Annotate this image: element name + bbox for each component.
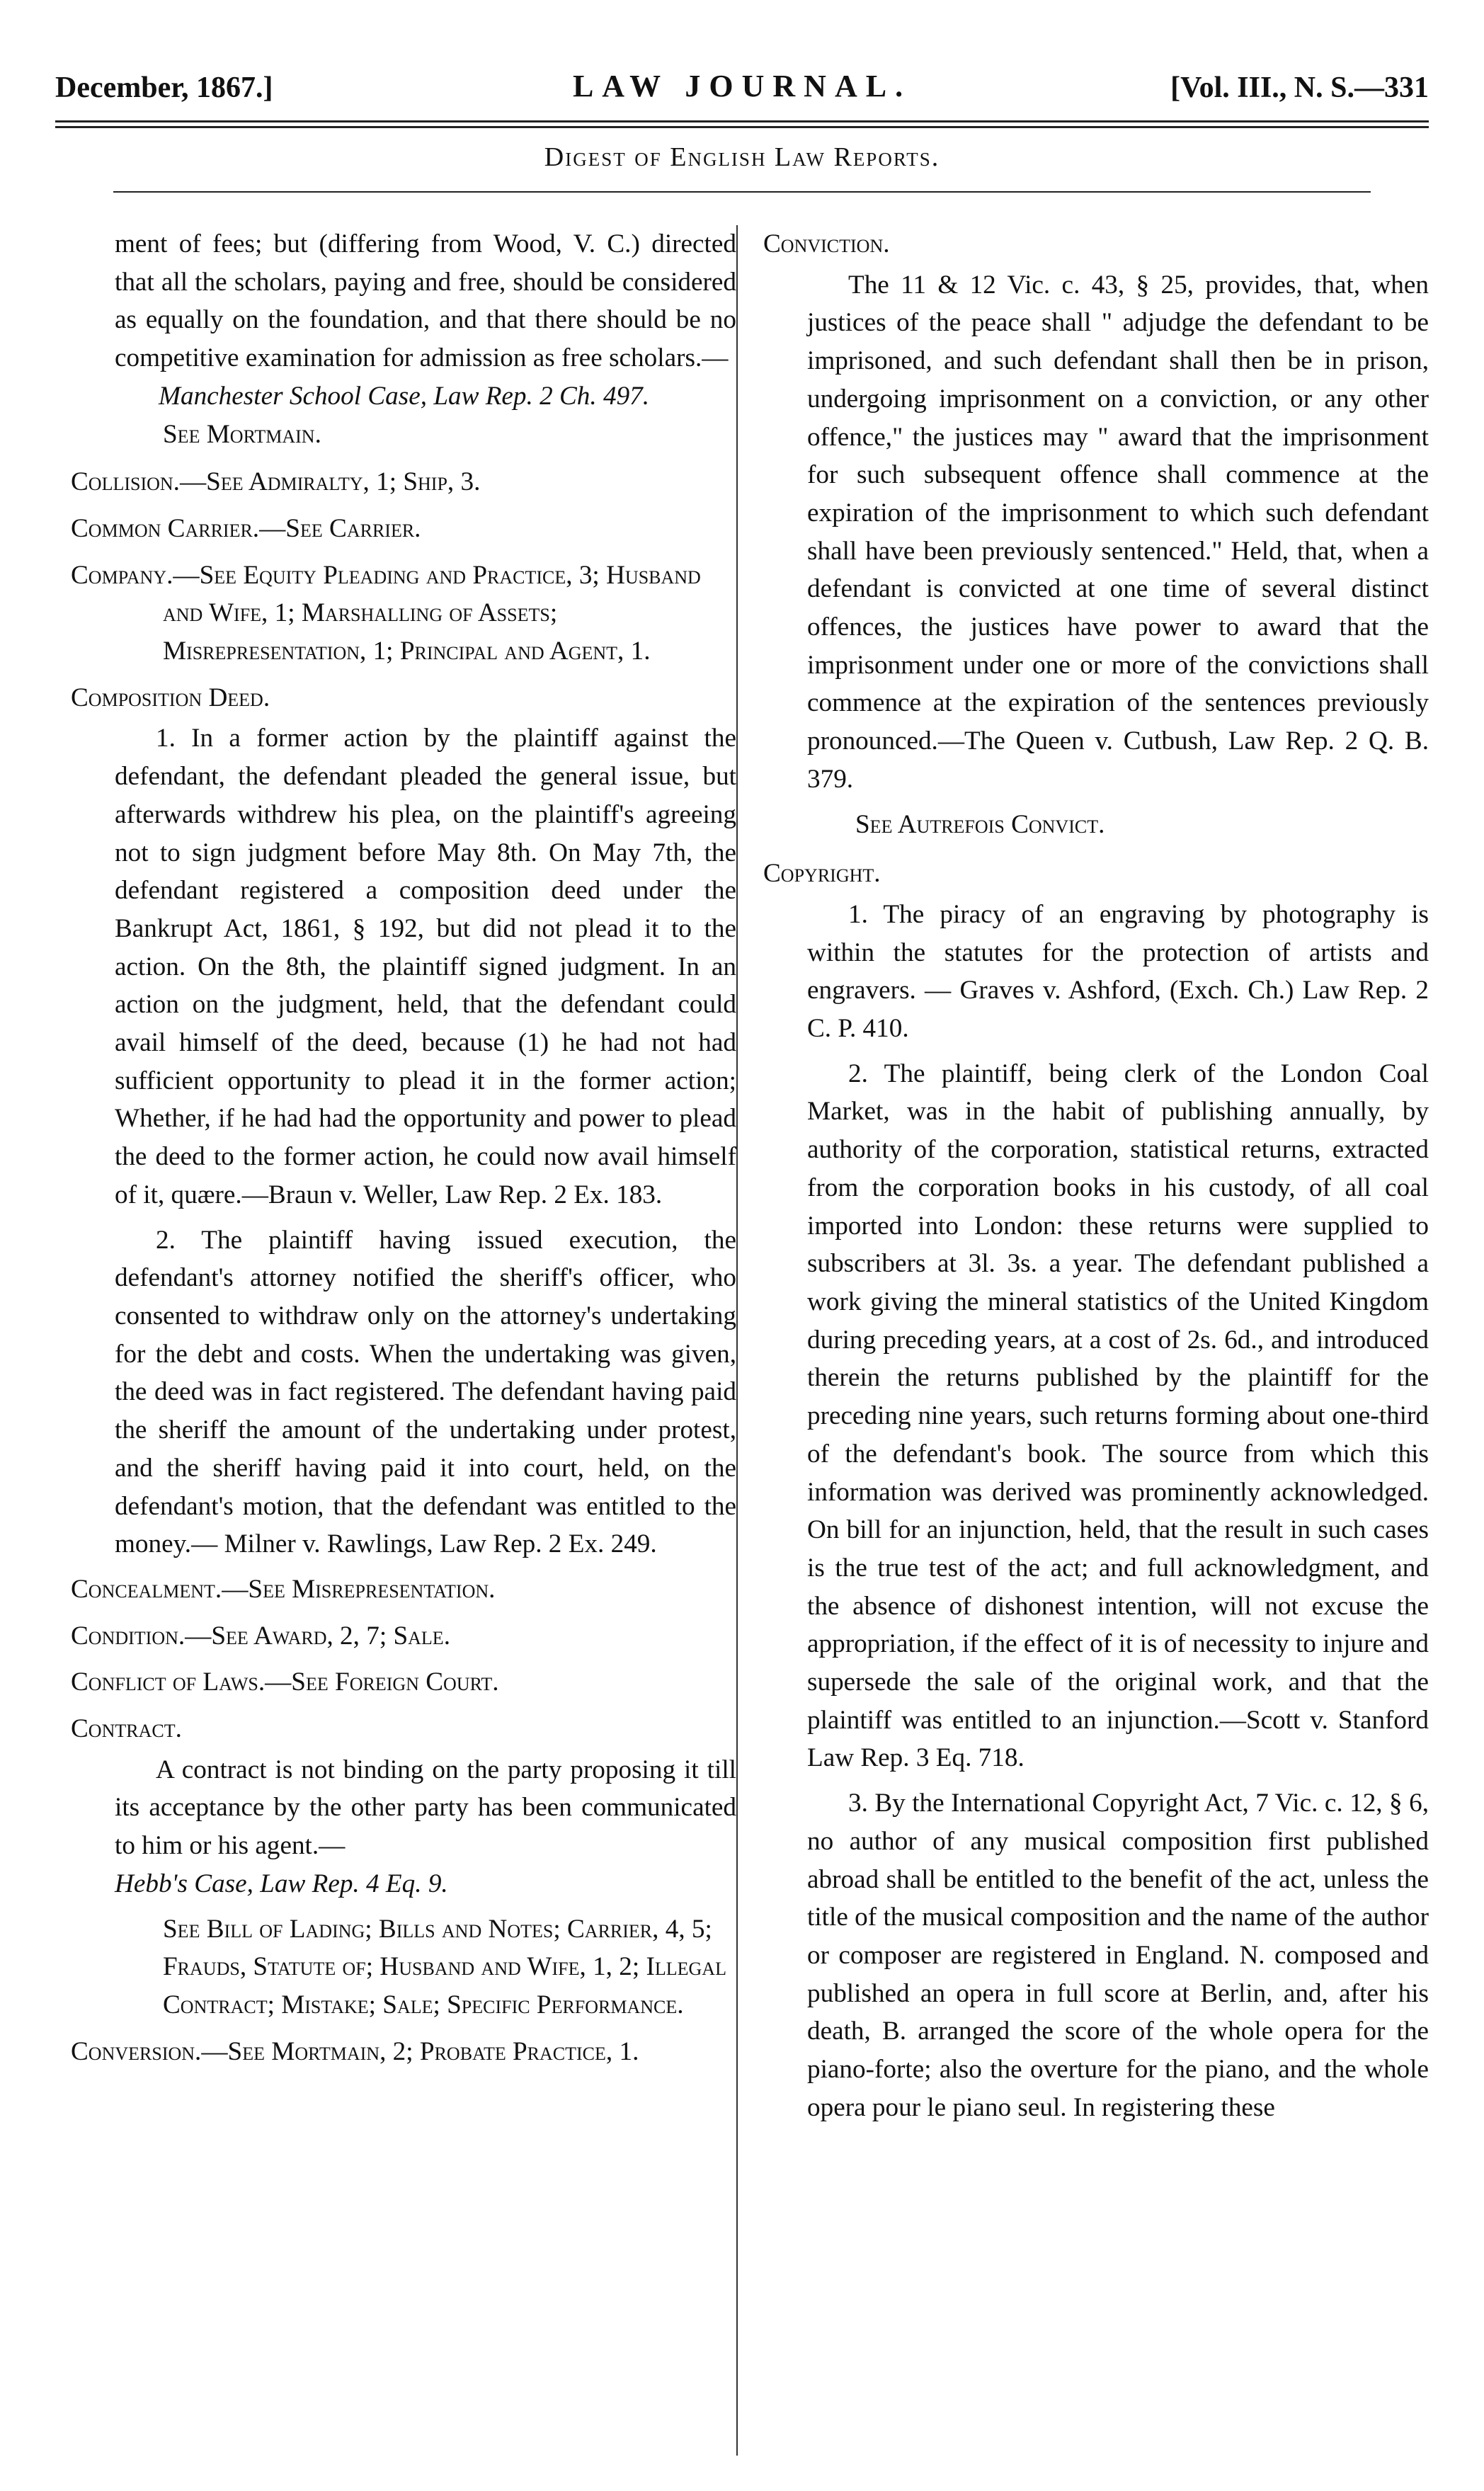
heading-composition-deed: Composition Deed. <box>71 683 270 712</box>
left-column <box>71 225 736 2079</box>
copyright-paragraph-1: 1. The piracy of an engraving by photography is within the statutes for the protection of artists and engravers. — Graves v. Ashford, (Exch. Ch.) Law Rep. 2 C. P. 410. <box>807 899 1429 1044</box>
entry-conflict-of-laws: Conflict of Laws.—See Foreign Court. <box>71 1668 499 1697</box>
heading-copyright: Copyright. <box>763 859 881 889</box>
page-header <box>55 65 1429 115</box>
header-rule-bottom <box>55 126 1429 128</box>
conviction-text: The 11 & 12 Vic. c. 43, § 25, provides, that, when justices of the peace shall " adjudge the defendant to be imprisoned, and such defendant shall then be in prison, undergoing imprisonment on a conviction, or any other offence," the justices may " award that the imprisonment for such subsequent offence shall commence at the expiration of the imprisonment to which such defendant shall have been previously sentenced." Held, that, when a defendant is convicted at one time of several distinct offences, the justices have power to award that the imprisonment under one or more of the convictions shall commence at the expiration of the sentences previously pronounced.—The Queen v. Cutbush, Law Rep. 2 Q. B. 379. <box>807 270 1429 794</box>
header-date: December, 1867.] <box>55 72 273 104</box>
composition-paragraph-1: 1. In a former action by the plaintiff against the defendant, the defendant pleaded the general issue, but afterwards withdrew his plea, on the plaintiff's agreeing not to sign judgment before May 8th. On May 7th, the defendant registered a composition deed under the Bankrupt Act, 1861, § 192, but did not plead it to the action. On the 8th, the plaintiff signed judgment. In an action on the judgment, held, that the defendant could avail himself of the deed, because (1) he had not had sufficient opportunity to plead it in the former action; Whether, if he had had the opportunity and power to plead the deed to the former action, he could now avail himself of it, quære.—Braun v. Weller, Law Rep. 2 Ex. 183. <box>115 724 736 1209</box>
conviction-see: See Autrefois Convict. <box>855 809 1105 839</box>
intro-citation: Manchester School Case, Law Rep. 2 Ch. 497. <box>159 381 650 411</box>
copyright-paragraph-2: 2. The plaintiff, being clerk of the London Coal Market, was in the habit of publishing annually, by authority of the corporation, statistical returns, extracted from the corporation books in his custody, of all coal imported into London: these returns were supplied to subscribers at 3l. 3s. a year. The defendant published a work giving the mineral statistics of the United Kingdom during preceding years, at a cost of 2s. 6d., and introduced therein the returns published by the plaintiff for the preceding nine years, such returns forming about one-third of the defendant's book. The source from which this information was derived was prominently acknowledged. On bill for an injunction, held, that the result in such cases is the true test of the act; and full acknowledgment, and the absence of dishonest intention, will not excuse the appropriation, if the effect of it is of necessity to injure and supersede the sale of the original work, and that the plaintiff was entitled to an injunction.—Scott v. Stanford Law Rep. 3 Eq. 718. <box>807 1059 1429 1773</box>
heading-conviction: Conviction. <box>763 229 890 258</box>
intro-text: ment of fees; but (differing from Wood, V. C.) directed that all the scholars, paying and free, should be considered as equally on the foundation, and that there should be no competitive examination for admission as free scholars.— <box>115 229 736 373</box>
section-title: Digest of English Law Reports. <box>544 142 940 172</box>
right-column <box>763 225 1429 2133</box>
entry-common-carrier: Common Carrier.—See Carrier. <box>71 513 421 543</box>
entry-company: Company.—See Equity Pleading and Practice, 3; Husband and Wife, 1; Marshalling of Assets; Misrepresentation, 1; Principal and Agent, 1. <box>71 560 701 666</box>
heading-contract: Contract. <box>71 1714 182 1744</box>
contract-see: See Bill of Lading; Bills and Notes; Carrier, 4, 5; Frauds, Statute of; Husband and Wife, 1, 2; Illegal Contract; Mistake; Sale; Specific Performance. <box>163 1914 726 2019</box>
header-rule-top <box>55 120 1429 122</box>
column-divider <box>736 225 738 2456</box>
entry-conversion: Conversion.—See Mortmain, 2; Probate Practice, 1. <box>71 2036 639 2066</box>
header-volume: [Vol. III., N. S.—331 <box>1170 72 1429 104</box>
journal-title: LAW JOURNAL. <box>572 69 912 103</box>
entry-condition: Condition.—See Award, 2, 7; Sale. <box>71 1621 450 1651</box>
composition-paragraph-2: 2. The plaintiff having issued execution, the defendant's attorney notified the sheriff's officer, who consented to withdraw only on the attorney's undertaking for the debt and costs. When the undertaking was given, the deed was in fact registered. The defendant having paid the sheriff the amount of the undertaking under protest, and the sheriff having paid it into court, held, on the defendant's motion, that the defendant was entitled to the money.— Milner v. Rawlings, Law Rep. 2 Ex. 249. <box>115 1225 736 1559</box>
intro-see: See Mortmain. <box>163 419 321 449</box>
copyright-paragraph-3: 3. By the International Copyright Act, 7 Vic. c. 12, § 6, no author of any musical composition first published abroad shall be entitled to the benefit of the act, unless the title of the musical composition and the name of the author or composer are registered in England. N. composed and published an opera in full score at Berlin, and, after his death, B. arranged the score of the whole opera for the piano-forte; also the overture for the piano, and the whole opera pour le piano seul. In registering these <box>807 1789 1429 2122</box>
section-rule <box>113 191 1371 193</box>
entry-collision: Collision.—See Admiralty, 1; Ship, 3. <box>71 467 481 497</box>
entry-concealment: Concealment.—See Misrepresentation. <box>71 1574 496 1604</box>
contract-text: A contract is not binding on the party proposing it till its acceptance by the other party has been communicated to him or his agent.— <box>115 1755 736 1861</box>
contract-citation: Hebb's Case, Law Rep. 4 Eq. 9. <box>115 1869 448 1898</box>
